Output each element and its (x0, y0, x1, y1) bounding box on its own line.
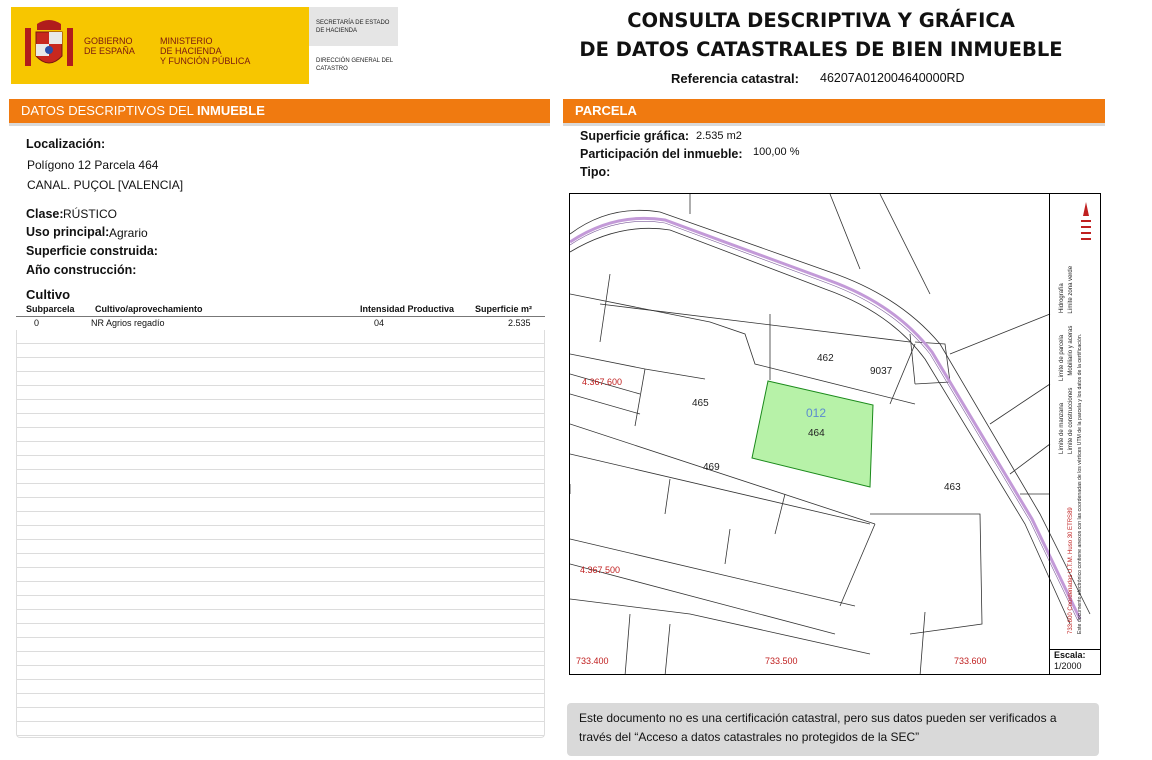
label-469: 469 (703, 462, 720, 473)
escala-label: Escala: (1054, 650, 1086, 660)
section-bar-datos: DATOS DESCRIPTIVOS DEL INMUEBLE (9, 99, 550, 123)
coord-x-400: 733.400 (576, 656, 609, 666)
verification-notice: Este documento no es una certificación catastral, pero sus datos pueden ser verificados a través del “Acceso a datos catastrales no protegidos de la SEC” (567, 703, 1099, 756)
scale-box (1049, 649, 1100, 674)
page-title: CONSULTA DESCRIPTIVA Y GRÁFICA DE DATOS CATASTRALES DE BIEN INMUEBLE (579, 9, 1063, 61)
cell-intensidad: 04 (374, 318, 385, 328)
col-subparcela: Subparcela (26, 304, 75, 314)
gobierno-text: GOBIERNO DE ESPAÑA (84, 36, 135, 56)
cultivo-title: Cultivo (26, 287, 71, 302)
secretaria-box (309, 7, 398, 46)
cadastral-map[interactable] (569, 193, 1101, 675)
cell-superficie: 2.535 (508, 318, 531, 328)
map-drawing (570, 194, 1101, 675)
label-464: 464 (808, 428, 825, 439)
legend-col1-a: Límite de manzana (1059, 402, 1065, 454)
coord-x-500: 733.500 (765, 656, 798, 666)
superficie-grafica-label: Superficie gráfica: (580, 129, 690, 143)
legend-col1-b: Límite de parcela (1059, 334, 1065, 381)
section-bar-parcela: PARCELA (563, 99, 1105, 123)
col-cultivo: Cultivo/aprovechamiento (95, 304, 203, 314)
secretaria-text: SECRETARÍA DE ESTADO DE HACIENDA (316, 20, 390, 34)
ano-construccion-label: Año construcción: (26, 263, 137, 277)
superficie-grafica-value: 2.535 m2 (696, 130, 742, 142)
map-legend (1049, 194, 1100, 649)
label-463: 463 (944, 482, 961, 493)
table-empty-rows (16, 330, 545, 738)
legend-col2-c: Límite zona verde (1068, 265, 1074, 314)
ref-value: 46207A012004640000RD (820, 71, 965, 85)
escala-value: 1/2000 (1054, 661, 1082, 671)
participacion-label: Participación del inmueble: (580, 147, 743, 161)
government-logo (11, 7, 309, 84)
legend-col2-b: Mobiliario y aceras (1068, 325, 1074, 376)
coat-of-arms-icon (23, 16, 75, 76)
cell-subparcela: 0 (34, 318, 40, 328)
coord-y-500: 4.367.500 (580, 565, 621, 575)
label-462: 462 (817, 353, 834, 364)
north-arrow-icon (1081, 202, 1091, 240)
superficie-construida-label: Superficie construida: (26, 244, 158, 258)
cultivo-table-header (16, 303, 545, 317)
table-row (16, 317, 545, 329)
label-465: 465 (692, 398, 709, 409)
localizacion-line2: CANAL. PUÇOL [VALENCIA] (27, 178, 184, 192)
label-9037: 9037 (870, 366, 893, 377)
coord-y-600: 4.367.600 (582, 377, 623, 387)
label-polygon-012: 012 (806, 406, 827, 420)
coord-x-600: 733.600 (954, 656, 987, 666)
col-intensidad: Intensidad Productiva (360, 304, 455, 314)
ref-label: Referencia catastral: (671, 71, 799, 86)
uso-value: Agrario (109, 226, 148, 240)
legend-anexos-note: Este documento electrónico contiene anexos con las coordenadas de los vértices UTM de la parcela y los datos de la certificación. (1077, 333, 1083, 634)
tipo-label: Tipo: (580, 165, 611, 179)
clase-label: Clase: (26, 207, 64, 221)
participacion-value: 100,00 % (753, 146, 800, 158)
legend-col2-a: Límite de construcciones (1068, 387, 1074, 454)
svg-text:Límite de construccionesMobili (1068, 265, 1074, 454)
col-superficie: Superficie m² (475, 304, 533, 314)
cell-cultivo: NR Agrios regadío (91, 318, 165, 328)
direccion-text: DIRECCIÓN GENERAL DEL CATASTRO (316, 58, 393, 72)
svg-text:Límite de manzanaLímite de par (1059, 283, 1065, 454)
uso-label: Uso principal: (26, 225, 110, 239)
localizacion-line1: Polígono 12 Parcela 464 (27, 158, 159, 172)
legend-col1-c: Hidrografía (1059, 283, 1065, 313)
clase-value: RÚSTICO (63, 207, 117, 221)
legend-coordinates-note: 733.600 Coordenadas U.T.M. Huso 30 ETRS89 (1068, 507, 1074, 634)
localizacion-label: Localización: (26, 137, 106, 151)
ministerio-text: MINISTERIO DE HACIENDA Y FUNCIÓN PÚBLICA (160, 36, 251, 66)
legend-drawing (1050, 194, 1101, 649)
